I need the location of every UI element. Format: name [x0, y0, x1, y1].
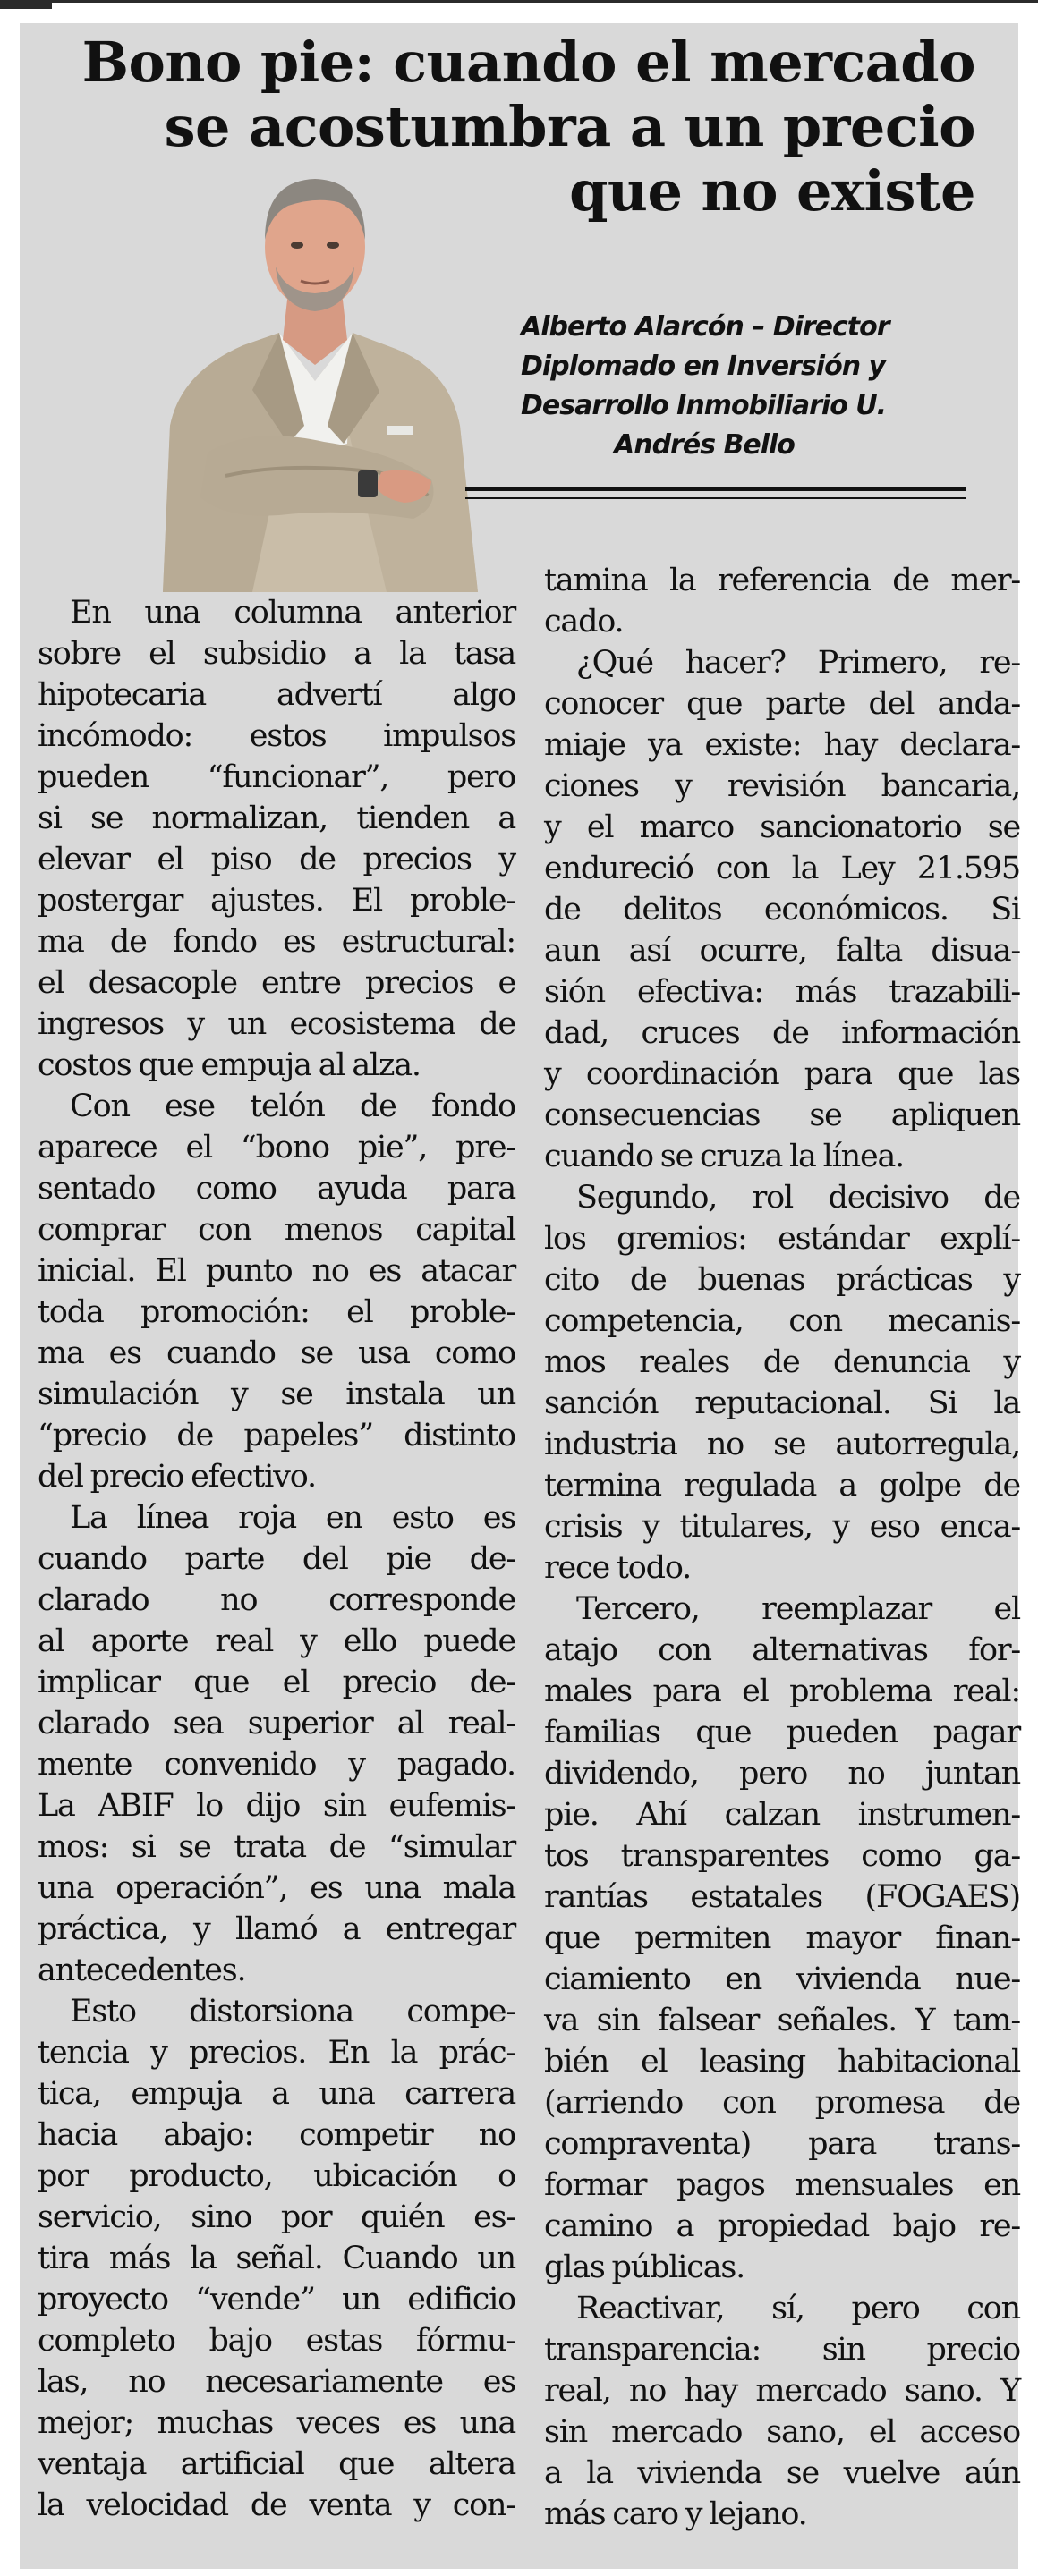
byline-line: Alberto Alarcón – Director — [521, 311, 889, 343]
text-line: males para el problema real: — [544, 1674, 1020, 1709]
text-line: al aporte real y ello puede — [38, 1623, 515, 1659]
text-line: ma es cuando se usa como — [38, 1335, 515, 1371]
text-line: ingresos y un ecosistema de — [38, 1006, 515, 1042]
text-line: hipotecaria advertí algo — [38, 677, 515, 713]
text-line: industria no se autorregula, — [544, 1427, 1020, 1462]
text-line: Esto distorsiona compe- — [70, 1994, 515, 2029]
body-column-left — [38, 592, 515, 2526]
text-line: sin mercado sano, el acceso — [544, 2414, 1020, 2450]
text-line: si se normalizan, tienden a — [38, 801, 515, 836]
text-line: atajo con alternativas for- — [544, 1632, 1020, 1668]
text-line: ciamiento en vivienda nue- — [544, 1962, 1020, 1997]
text-line: postergar ajustes. El proble- — [38, 883, 515, 919]
text-line: bién el leasing habitacional — [544, 2044, 1020, 2080]
text-line: los gremios: estándar explí- — [544, 1221, 1020, 1257]
byline-line: Andrés Bello — [614, 429, 795, 461]
text-line: implicar que el precio de- — [38, 1665, 515, 1700]
text-line: tira más la señal. Cuando un — [38, 2241, 515, 2276]
text-line: glas públicas. — [544, 2250, 745, 2285]
text-line: costos que empuja al alza. — [38, 1047, 421, 1083]
text-line: ma de fondo es estructural: — [38, 924, 515, 960]
text-line: cado. — [544, 604, 624, 640]
text-line: “precio de papeles” distinto — [38, 1418, 515, 1453]
text-line: mos reales de denuncia y — [544, 1344, 1020, 1380]
text-line: competencia, con mecanis- — [544, 1303, 1020, 1339]
text-line: miaje ya existe: hay declara- — [544, 727, 1020, 763]
text-line: tamina la referencia de mer- — [544, 563, 1020, 598]
text-line: tos transparentes como ga- — [544, 1838, 1020, 1874]
top-tab — [0, 0, 52, 9]
text-line: sanción reputacional. Si la — [544, 1385, 1020, 1421]
text-line: tencia y precios. En la prác- — [38, 2035, 515, 2071]
text-line: proyecto “vende” un edificio — [38, 2282, 515, 2318]
text-line: (arriendo con promesa de — [544, 2085, 1020, 2121]
text-line: y el marco sancionatorio se — [544, 809, 1020, 845]
text-line: endureció con la Ley 21.595 — [544, 851, 1020, 886]
byline-rule — [465, 487, 966, 499]
text-line: ¿Qué hacer? Primero, re- — [576, 645, 1020, 681]
text-line: Segundo, rol decisivo de — [576, 1180, 1020, 1216]
top-rule — [52, 0, 1038, 3]
text-line: práctica, y llamó a entregar — [38, 1911, 515, 1947]
text-line: consecuencias se apliquen — [544, 1097, 1020, 1133]
text-line: de delitos económicos. Si — [544, 892, 1020, 928]
text-line: pueden “funcionar”, pero — [38, 759, 515, 795]
text-line: sión efectiva: más trazabili- — [544, 974, 1020, 1010]
text-line: clarado sea superior al real- — [38, 1706, 515, 1741]
text-line: antecedentes. — [38, 1953, 246, 1988]
text-line: y coordinación para que las — [544, 1056, 1020, 1092]
headline-line: que no existe — [569, 158, 975, 224]
text-line: inicial. El punto no es atacar — [38, 1253, 515, 1289]
text-line: cuando parte del pie de- — [38, 1541, 515, 1577]
text-line: del precio efectivo. — [38, 1459, 316, 1495]
text-line: dividendo, pero no juntan — [544, 1756, 1020, 1792]
text-line: servicio, sino por quién es- — [38, 2199, 515, 2235]
text-line: Reactivar, sí, pero con — [576, 2291, 1020, 2326]
text-line: La línea roja en esto es — [70, 1500, 515, 1536]
text-line: transparencia: sin precio — [544, 2332, 1020, 2368]
text-line: mente convenido y pagado. — [38, 1747, 515, 1783]
text-line: formar pagos mensuales en — [544, 2167, 1020, 2203]
text-line: rantías estatales (FOGAES) — [544, 1879, 1020, 1915]
text-line: más caro y lejano. — [544, 2496, 807, 2532]
text-line: incómodo: estos impulsos — [38, 718, 515, 754]
text-line: va sin falsear señales. Y tam- — [544, 2003, 1020, 2038]
byline-line: Desarrollo Inmobiliario U. — [521, 390, 887, 421]
text-line: dad, cruces de información — [544, 1015, 1020, 1051]
text-line: Tercero, reemplazar el — [576, 1591, 1020, 1627]
text-line: comprar con menos capital — [38, 1212, 515, 1248]
text-line: crisis y titulares, y eso enca- — [544, 1509, 1020, 1545]
text-line: real, no hay mercado sano. Y — [544, 2373, 1020, 2409]
headline-line: Bono pie: cuando el mercado — [81, 30, 975, 95]
byline — [521, 308, 915, 465]
text-line: La ABIF lo dijo sin eufemis- — [38, 1788, 515, 1824]
text-line: que permiten mayor finan- — [544, 1920, 1020, 1956]
text-line: familias que pueden pagar — [544, 1715, 1020, 1750]
text-line: elevar el piso de precios y — [38, 842, 515, 877]
text-line: pie. Ahí calzan instrumen- — [544, 1797, 1020, 1833]
text-line: cito de buenas prácticas y — [544, 1262, 1020, 1298]
article-panel — [20, 23, 1018, 2569]
text-line: mejor; muchas veces es una — [38, 2405, 515, 2441]
author-portrait — [145, 157, 485, 592]
text-line: compraventa) para trans- — [544, 2126, 1020, 2162]
text-line: conocer que parte del anda- — [544, 686, 1020, 722]
byline-line: Diplomado en Inversión y — [521, 351, 886, 382]
body-column-right — [544, 560, 1020, 2535]
text-line: aun así ocurre, falta disua- — [544, 933, 1020, 969]
text-line: tica, empuja a una carrera — [38, 2076, 515, 2112]
text-line: sentado como ayuda para — [38, 1171, 515, 1207]
text-line: termina regulada a golpe de — [544, 1468, 1020, 1504]
text-line: una operación”, es una mala — [38, 1870, 515, 1906]
text-line: completo bajo estas fórmu- — [38, 2323, 515, 2359]
text-line: mos: si se trata de “simular — [38, 1829, 515, 1865]
text-line: por producto, ubicación o — [38, 2158, 515, 2194]
headline-line: se acostumbra a un precio — [164, 94, 975, 159]
text-line: ventaja artificial que altera — [38, 2446, 515, 2482]
text-line: toda promoción: el proble- — [38, 1294, 515, 1330]
text-line: a la vivienda se vuelve aún — [544, 2455, 1020, 2491]
text-line: las, no necesariamente es — [38, 2364, 515, 2400]
text-line: clarado no corresponde — [38, 1582, 515, 1618]
text-line: simulación y se instala un — [38, 1377, 515, 1412]
text-line: rece todo. — [544, 1550, 692, 1586]
text-line: la velocidad de venta y con- — [38, 2487, 515, 2523]
text-line: ciones y revisión bancaria, — [544, 768, 1020, 804]
text-line: el desacople entre precios e — [38, 965, 515, 1001]
text-line: hacia abajo: competir no — [38, 2117, 515, 2153]
text-line: aparece el “bono pie”, pre- — [38, 1130, 515, 1165]
text-line: Con ese telón de fondo — [70, 1089, 515, 1124]
text-line: sobre el subsidio a la tasa — [38, 636, 515, 672]
text-line: cuando se cruza la línea. — [544, 1139, 905, 1174]
text-line: En una columna anterior — [70, 595, 515, 631]
text-line: camino a propiedad bajo re- — [544, 2208, 1020, 2244]
